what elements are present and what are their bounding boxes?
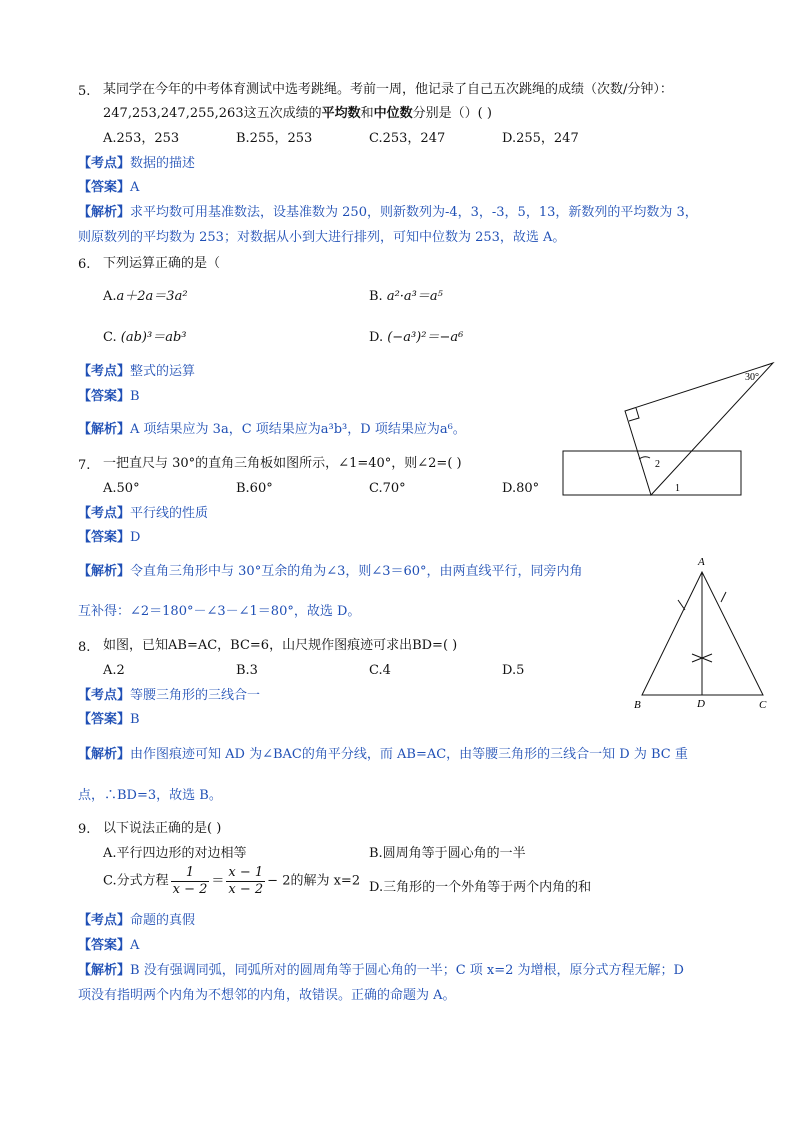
point-d-label: D <box>697 698 705 710</box>
ruler-triangle-figure <box>555 355 785 505</box>
q7-stem: 一把直尺与 30°的直角三角板如图所示，∠1=40°，则∠2=( ) <box>103 456 462 471</box>
q8-number: 8. <box>78 640 91 655</box>
q5-number: 5. <box>78 84 91 99</box>
q7-answer: 【答案】D <box>78 530 141 545</box>
q7-kaodian: 【考点】平行线的性质 <box>78 506 209 521</box>
q6-option-b: B. a²·a³＝a⁵ <box>369 289 443 304</box>
q9-option-d: D.三角形的一个外角等于两个内角的和 <box>369 880 592 895</box>
arc-mark-right <box>721 592 726 602</box>
q5-option-d: D.255，247 <box>502 131 579 146</box>
q9-kaodian: 【考点】命题的真假 <box>78 913 196 928</box>
q8-stem: 如图，已知AB=AC，BC=6，山尺规作图痕迹可求出BD=( ) <box>103 638 458 653</box>
q6-analysis: 【解析】A 项结果应为 3a，C 项结果应为a³b³，D 项结果应为a⁶。 <box>78 422 466 437</box>
q8-option-b: B.3 <box>236 663 258 678</box>
q6-stem: 下列运算正确的是（ <box>103 256 221 271</box>
q8-kaodian: 【考点】等腰三角形的三线合一 <box>78 688 261 703</box>
q8-analysis-line1: 【解析】由作图痕迹可知 AD 为∠BAC的角平分线，而 AB=AC，由等腰三角形的三线合一知 D 为 BC 重 <box>78 747 688 762</box>
q9-answer: 【答案】A <box>78 938 140 953</box>
q8-option-d: D.5 <box>502 663 525 678</box>
q6-answer: 【答案】B <box>78 389 140 404</box>
q9-stem: 以下说法正确的是( ) <box>103 821 222 836</box>
q8-option-a: A.2 <box>103 663 125 678</box>
isosceles-triangle-figure <box>630 552 780 714</box>
q7-analysis-line2: 互补得：∠2＝180°－∠3－∠1＝80°，故选 D。 <box>78 604 361 619</box>
q9-analysis-line1: 【解析】B 没有强调同弧，同弧所对的圆周角等于圆心角的一半；C 项 x=2 为增根，原分式方程无解；D <box>78 963 684 978</box>
q6-option-a: A.a＋2a＝3a² <box>103 289 188 304</box>
arc-mark-left <box>678 600 685 610</box>
q5-kaodian: 【考点】数据的描述 <box>78 156 196 171</box>
right-angle-mark <box>629 408 639 421</box>
fraction-1: $\frac{1}{x - 2}$ <box>172 865 208 898</box>
angle-30-label: 30° <box>745 372 759 383</box>
q5-stem-line1: 某同学在今年的中考体育测试中选考跳绳。考前一周，他记录了自己五次跳绳的成绩（次数/分钟）： <box>103 82 673 97</box>
q5-option-b: B.255，253 <box>236 131 313 146</box>
q9-analysis-line2: 项没有指明两个内角为不想邻的内角，故错误。正确的命题为 A。 <box>78 988 456 1003</box>
ruler <box>563 451 741 495</box>
q8-answer: 【答案】B <box>78 712 140 727</box>
q8-analysis-line2: 点，∴BD=3，故选 B。 <box>78 788 222 803</box>
vertex-b-label: B <box>634 699 641 711</box>
q7-number: 7. <box>78 458 91 473</box>
q9-option-c: C.分式方程 $\frac{1}{x - 2}$ ＝ $\frac{x - 1}{x - 2}$ − 2的解为 x=2 <box>103 865 361 898</box>
q6-number: 6. <box>78 257 91 272</box>
q8-option-c: C.4 <box>369 663 391 678</box>
q9-option-b: B.圆周角等于圆心角的一半 <box>369 846 526 861</box>
q7-option-d: D.80° <box>502 481 540 496</box>
q9-number: 9. <box>78 822 91 837</box>
vertex-c-label: C <box>759 699 767 711</box>
q5-answer: 【答案】A <box>78 180 140 195</box>
q6-option-c: C. (ab)³＝ab³ <box>103 330 187 345</box>
q5-stem-line2: 247,253,247,255,263这五次成绩的平均数和中位数分别是（）( ) <box>103 106 492 121</box>
q5-option-a: A.253，253 <box>103 131 180 146</box>
q5-analysis-line2: 则原数列的平均数为 253；对数据从小到大进行排列，可知中位数为 253，故选 A。 <box>78 230 566 245</box>
q7-analysis-line1: 【解析】令直角三角形中与 30°互余的角为∠3，则∠3＝60°，由两直线平行，同旁内角 <box>78 564 583 579</box>
angle-2-label: 2 <box>655 459 660 470</box>
q7-option-a: A.50° <box>103 481 140 496</box>
q6-kaodian: 【考点】整式的运算 <box>78 364 196 379</box>
q7-option-b: B.60° <box>236 481 273 496</box>
q5-analysis-line1: 【解析】求平均数可用基准数法，设基准数为 250，则新数列为-4，3，-3，5，13，新数列的平均数为 3， <box>78 205 698 220</box>
fraction-2: $\frac{x - 1}{x - 2}$ <box>228 865 264 898</box>
q9-option-a: A.平行四边形的对边相等 <box>103 846 247 861</box>
q5-option-c: C.253，247 <box>369 131 446 146</box>
vertex-a-label: A <box>698 556 705 568</box>
q7-option-c: C.70° <box>369 481 406 496</box>
angle2-arc <box>639 457 650 459</box>
angle-1-label: 1 <box>675 483 680 494</box>
q6-option-d: D. (−a³)²＝−a⁶ <box>369 330 464 345</box>
